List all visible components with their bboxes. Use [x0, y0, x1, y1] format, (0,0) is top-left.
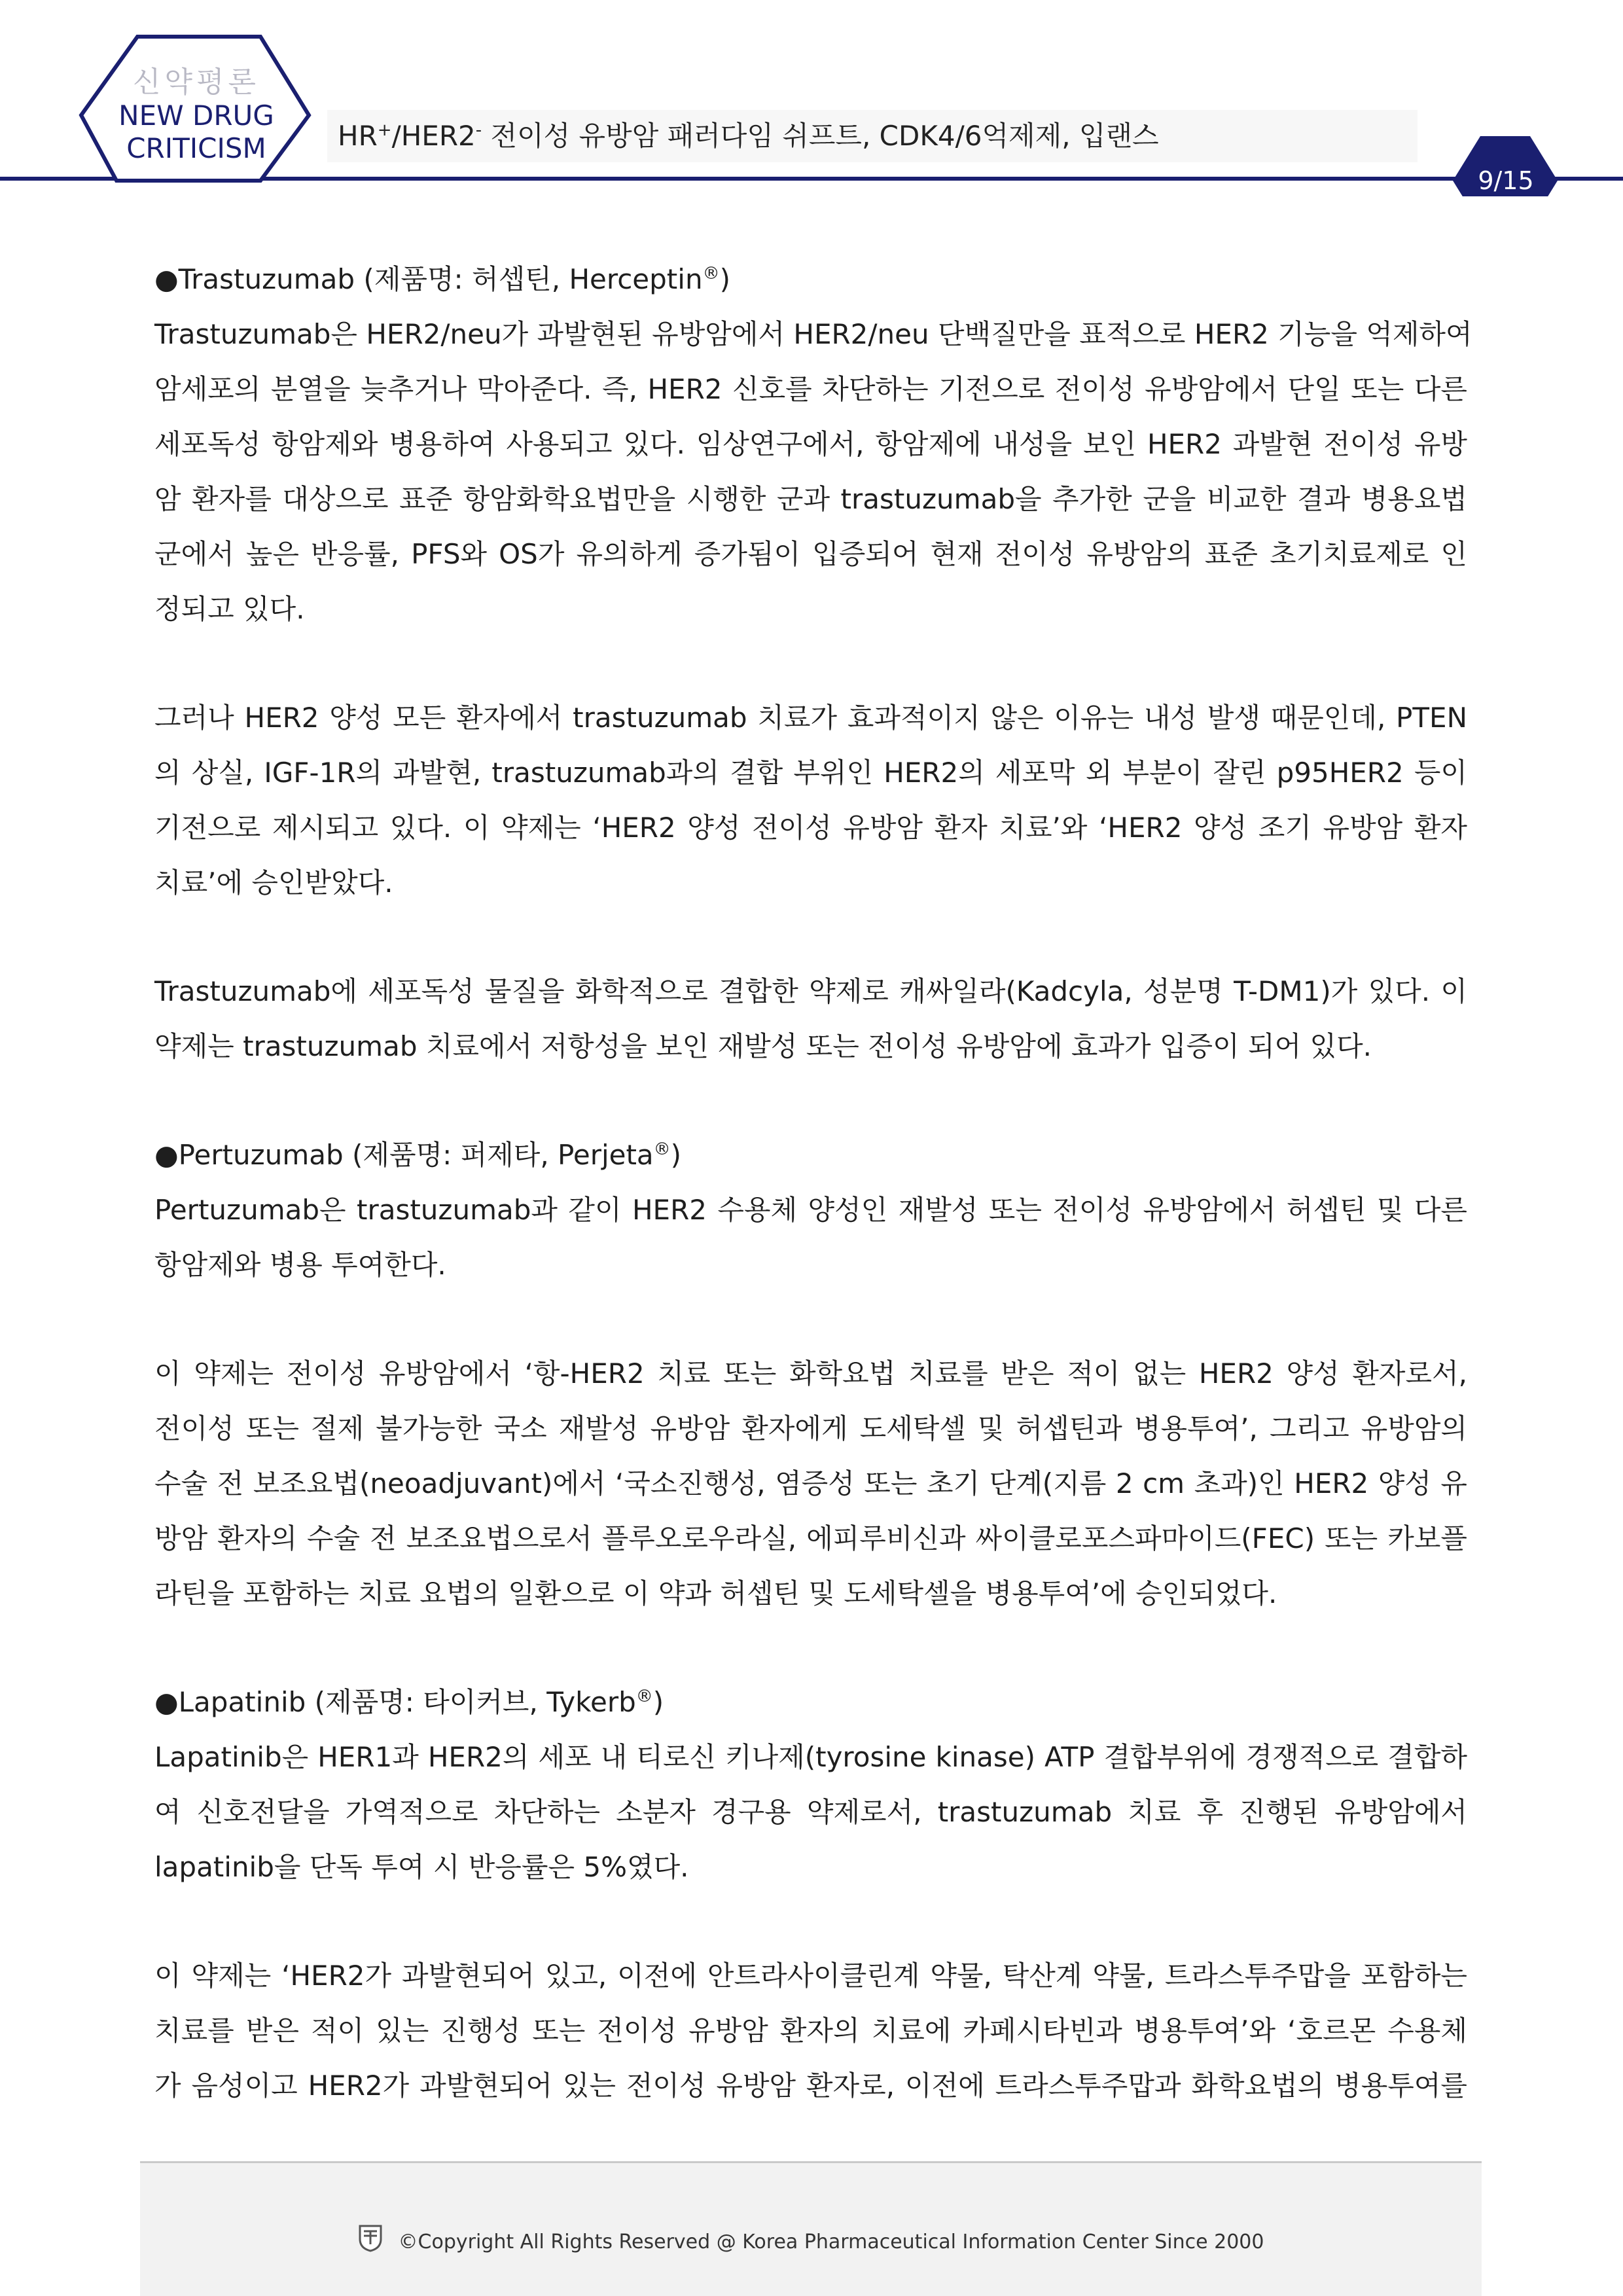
- logo-english-line-1: NEW DRUG: [118, 99, 274, 132]
- logo-korean: 신약평론: [132, 65, 260, 99]
- text-line: 이 약제는 전이성 유방암에서 ‘항-HER2 치료 또는 화학요법 치료를 받은 적이 없는 HER2 양성 환자로서,: [154, 1357, 1467, 1390]
- text-line: Trastuzumab에 세포독성 물질을 화학적으로 결합한 약제로 캐싸일라(Kadcyla, 성분명 T-DM1)가 있다. 이: [154, 975, 1467, 1007]
- page-footer: [140, 2163, 1482, 2296]
- logo-english-line-2: CRITICISM: [126, 132, 266, 164]
- registered-mark: ®: [635, 1687, 653, 1706]
- text-line: 전이성 또는 절제 불가능한 국소 재발성 유방암 환자에게 도세탁셀 및 허셉틴과 병용투여’, 그리고 유방암의: [154, 1412, 1467, 1444]
- footer-content: [140, 2223, 1482, 2262]
- text-line: 암 환자를 대상으로 표준 항암화학요법만을 시행한 군과 trastuzumab을 추가한 군을 비교한 결과 병용요법: [154, 483, 1467, 515]
- registered-mark: ®: [653, 1139, 671, 1159]
- paragraph: [154, 307, 1472, 637]
- title-part-hr: HR: [338, 120, 378, 152]
- section-heading-trastuzumab: ●Trastuzumab (제품명: 허셉틴, Herceptin®): [154, 263, 730, 295]
- paragraph: [154, 1183, 1467, 1293]
- text-line: 의 상실, IGF-1R의 과발현, trastuzumab과의 결합 부위인 HER2의 세포막 외 부분이 잘린 p95HER2 등이: [154, 757, 1467, 789]
- page-header: [0, 0, 1623, 196]
- text-line: 치료’에 승인받았다.: [154, 867, 393, 899]
- section-heading-pertuzumab: ●Pertuzumab (제품명: 퍼제타, Perjeta®): [154, 1139, 682, 1171]
- text-line: 정되고 있다.: [154, 593, 305, 625]
- text-line: Pertuzumab은 trastuzumab과 같이 HER2 수용체 양성인 재발성 또는 전이성 유방암에서 허셉틴 및 다른: [154, 1194, 1467, 1226]
- text-line: 여 신호전달을 가역적으로 차단하는 소분자 경구용 약제로서, trastuzumab 치료 후 진행된 유방암에서: [154, 1796, 1467, 1828]
- document-body: [154, 252, 1472, 2113]
- text-line: 항암제와 병용 투여한다.: [154, 1249, 446, 1281]
- text-line: lapatinib을 단독 투여 시 반응률은 5%였다.: [154, 1851, 689, 1883]
- title-superscript-minus: -: [475, 120, 482, 140]
- text-line: Lapatinib은 HER1과 HER2의 세포 내 티로신 키나제(tyrosine kinase) ATP 결합부위에 경쟁적으로 결합하: [154, 1741, 1467, 1773]
- section-heading-lapatinib: ●Lapatinib (제품명: 타이커브, Tykerb®): [154, 1686, 664, 1718]
- title-part-her2: /HER2: [391, 120, 476, 152]
- document-title: [327, 110, 1418, 162]
- logo: [98, 65, 294, 165]
- crest-icon: [358, 2223, 383, 2262]
- page-number: 9/15: [1478, 166, 1534, 195]
- paragraph: [154, 1730, 1467, 1895]
- text-line: 그러나 HER2 양성 모든 환자에서 trastuzumab 치료가 효과적이지 않은 이유는 내성 발생 때문인데, PTEN: [154, 702, 1467, 734]
- copyright-text: ©Copyright All Rights Reserved @ Korea Pharmaceutical Information Center Since 2000: [398, 2231, 1264, 2253]
- paragraph: [154, 1346, 1467, 1621]
- text-line: 약제는 trastuzumab 치료에서 저항성을 보인 재발성 또는 전이성 유방암에 효과가 입증이 되어 있다.: [154, 1030, 1372, 1062]
- title-part-rest: 전이성 유방암 패러다임 쉬프트, CDK4/6억제제, 입랜스: [482, 120, 1159, 152]
- paragraph: [154, 691, 1467, 910]
- title-superscript-plus: +: [377, 120, 392, 140]
- text-line: 이 약제는 ‘HER2가 과발현되어 있고, 이전에 안트라사이클린계 약물, 탁산계 약물, 트라스투주맙을 포함하는: [154, 1960, 1467, 1992]
- text-line: 치료를 받은 적이 있는 진행성 또는 전이성 유방암 환자의 치료에 카페시타빈과 병용투여’와 ‘호르몬 수용체: [154, 2015, 1467, 2047]
- text-line: 암세포의 분열을 늦추거나 막아준다. 즉, HER2 신호를 차단하는 기전으로 전이성 유방암에서 단일 또는 다른: [154, 373, 1467, 405]
- registered-mark: ®: [702, 264, 720, 283]
- text-line: Trastuzumab은 HER2/neu가 과발현된 유방암에서 HER2/neu 단백질만을 표적으로 HER2 기능을 억제하여: [154, 318, 1472, 350]
- text-line: 수술 전 보조요법(neoadjuvant)에서 ‘국소진행성, 염증성 또는 초기 단계(지름 2 cm 초과)인 HER2 양성 유: [154, 1467, 1467, 1499]
- text-line: 방암 환자의 수술 전 보조요법으로서 플루오로우라실, 에피루비신과 싸이클로포스파마이드(FEC) 또는 카보플: [154, 1522, 1467, 1554]
- paragraph: [154, 964, 1467, 1074]
- text-line: 세포독성 항암제와 병용하여 사용되고 있다. 임상연구에서, 항암제에 내성을 보인 HER2 과발현 전이성 유방: [154, 428, 1467, 460]
- text-line: 군에서 높은 반응률, PFS와 OS가 유의하게 증가됨이 입증되어 현재 전이성 유방암의 표준 초기치료제로 인: [154, 538, 1467, 570]
- text-line: 가 음성이고 HER2가 과발현되어 있는 전이성 유방암 환자로, 이전에 트라스투주맙과 화학요법의 병용투여를: [154, 2070, 1467, 2102]
- text-line: 기전으로 제시되고 있다. 이 약제는 ‘HER2 양성 전이성 유방암 환자 치료’와 ‘HER2 양성 조기 유방암 환자: [154, 812, 1467, 844]
- paragraph: [154, 1948, 1467, 2113]
- text-line: 라틴을 포함하는 치료 요법의 일환으로 이 약과 허셉틴 및 도세탁셀을 병용투여’에 승인되었다.: [154, 1577, 1277, 1609]
